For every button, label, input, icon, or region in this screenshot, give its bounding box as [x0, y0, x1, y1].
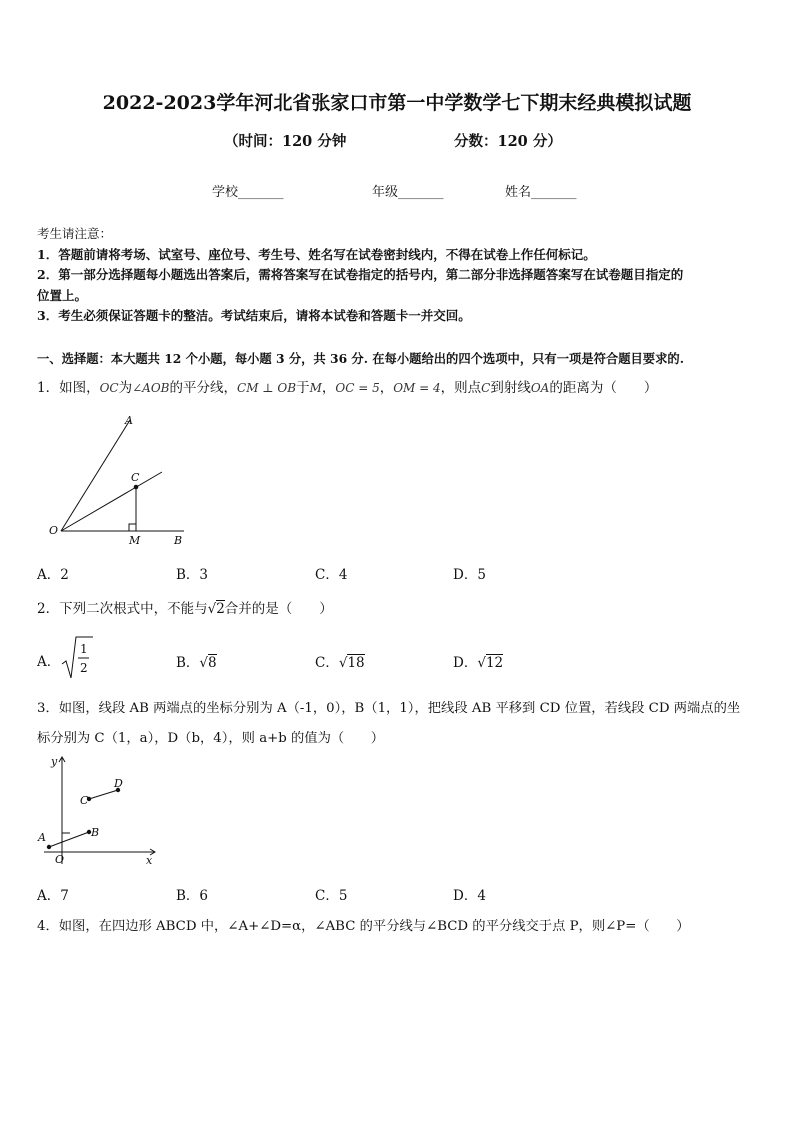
q1-math-c: C — [481, 381, 491, 395]
q1-text: 于 — [296, 380, 310, 396]
q2-suffix: 合并的是（ ） — [224, 601, 333, 617]
exam-title: 2022-2023学年河北省张家口市第一中学数学七下期末经典模拟试题 — [102, 92, 692, 114]
q1-math-oc: OC — [99, 381, 119, 395]
label-a: A — [125, 414, 133, 427]
label-y: y — [51, 755, 58, 768]
q1-text: 到射线 — [490, 380, 531, 396]
label-c: C — [131, 471, 140, 484]
question-3-line-1: 3．如图，线段 AB 两端点的坐标分别为 A（-1，0），B（1，1），把线段 AB 平移到 CD 位置，若线段 CD 两端点的坐 — [37, 701, 741, 716]
total-score: 分数：120 分） — [454, 133, 562, 150]
q2-option-a-expr — [60, 634, 94, 682]
q2-option-a-letter: A． — [37, 654, 61, 670]
notice-heading: 考生请注意： — [37, 226, 113, 241]
label-c: C — [80, 794, 89, 807]
q1-math-oc5: OC = 5 — [335, 381, 380, 395]
section-heading: 一、选择题：本大题共 12 个小题，每小题 3 分，共 36 分. 在每小题给出的四个选项中，只有一项是符合题目要求的. — [37, 351, 684, 366]
notice-item: 1．答题前请将考场、试室号、座位号、考生号、姓名写在试卷密封线内，不得在试卷上作任何标记。 — [37, 247, 596, 262]
school-field: 学校_______ — [212, 185, 284, 200]
notice-item: 2．第一部分选择题每小题选出答案后，需将答案写在试卷指定的括号内，第二部分非选择题答案写在试卷题目指定的 — [37, 267, 684, 282]
q1-text: 为 — [118, 380, 133, 396]
q1-option-a: A．2 — [37, 567, 69, 583]
q1-prefix: 1．如图， — [37, 380, 100, 396]
q1-option-b: B．3 — [176, 567, 209, 583]
q2-option-b-letter: B． — [176, 655, 200, 671]
q1-option-c: C．4 — [315, 567, 348, 583]
ray-oa — [61, 420, 130, 531]
label-b: B — [91, 826, 100, 839]
q3-coordinate-figure — [34, 752, 164, 868]
radicand: 8 — [208, 655, 217, 671]
q2-option-b — [176, 651, 217, 671]
point-c — [134, 485, 139, 490]
right-angle-mark — [129, 524, 136, 531]
question-2-text — [37, 597, 333, 617]
q1-math-oa: OA — [530, 381, 550, 395]
label-d: D — [114, 777, 123, 790]
point-a — [47, 845, 51, 849]
radicand: 12 — [485, 655, 504, 671]
q1-text: 的距离为（ ） — [549, 380, 658, 396]
notice-item: 位置上。 — [37, 288, 88, 303]
q2-sqrt — [208, 600, 225, 617]
label-m: M — [129, 534, 141, 547]
q1-option-d: D．5 — [453, 567, 486, 583]
q3-option-c: C．5 — [315, 888, 348, 904]
label-a: A — [38, 831, 46, 844]
q1-math-perp: CM ⊥ OB — [237, 381, 297, 395]
radicand: 2 — [216, 601, 225, 617]
denominator: 2 — [80, 661, 88, 675]
label-b: B — [174, 534, 183, 547]
q1-math-om4: OM = 4 — [393, 381, 441, 395]
q1-math-m: M — [309, 381, 322, 395]
q3-option-d: D．4 — [453, 888, 486, 904]
name-field: 姓名_______ — [505, 185, 577, 200]
radical-sign: √ — [199, 655, 209, 671]
numerator: 1 — [80, 642, 88, 656]
radical-sign: √ — [207, 601, 217, 617]
q2-option-d-letter: D． — [453, 655, 478, 671]
q2-option-c — [315, 651, 365, 671]
time-limit: （时间：120 分钟 — [224, 133, 347, 150]
ray-oc — [61, 472, 162, 531]
question-3-line-2: 标分别为 C（1，a），D（b，4），则 a+b 的值为（ ） — [37, 731, 385, 746]
q3-option-a: A．7 — [37, 888, 69, 904]
q3-option-b: B．6 — [176, 888, 209, 904]
segment-cd — [89, 790, 118, 799]
label-x: x — [146, 854, 153, 867]
label-o: O — [49, 524, 59, 537]
label-o: O — [55, 853, 65, 866]
segment-ab — [49, 832, 89, 847]
notice-item: 3．考生必须保证答题卡的整洁。考试结束后，请将本试卷和答题卡一并交回。 — [37, 308, 471, 323]
q1-angle-figure — [36, 408, 196, 548]
q2-option-d — [453, 651, 503, 671]
q1-text: 的平分线， — [169, 380, 238, 396]
q1-math-angle: ∠AOB — [132, 381, 170, 395]
q1-text: ， — [321, 380, 336, 396]
q1-text: ，则点 — [440, 380, 482, 396]
q1-text: ， — [379, 380, 394, 396]
grade-field: 年级_______ — [372, 185, 444, 200]
q2-option-c-letter: C． — [315, 655, 339, 671]
radical-sign: √ — [338, 655, 348, 671]
question-4-text: 4．如图，在四边形 ABCD 中，∠A+∠D=α，∠ABC 的平分线与∠BCD 的平分线交于点 P，则∠P=（ ） — [37, 919, 690, 934]
question-1-text — [37, 376, 657, 396]
radicand: 18 — [347, 655, 365, 671]
radical-sign: √ — [477, 655, 486, 671]
q2-prefix: 2．下列二次根式中，不能与 — [37, 601, 208, 617]
